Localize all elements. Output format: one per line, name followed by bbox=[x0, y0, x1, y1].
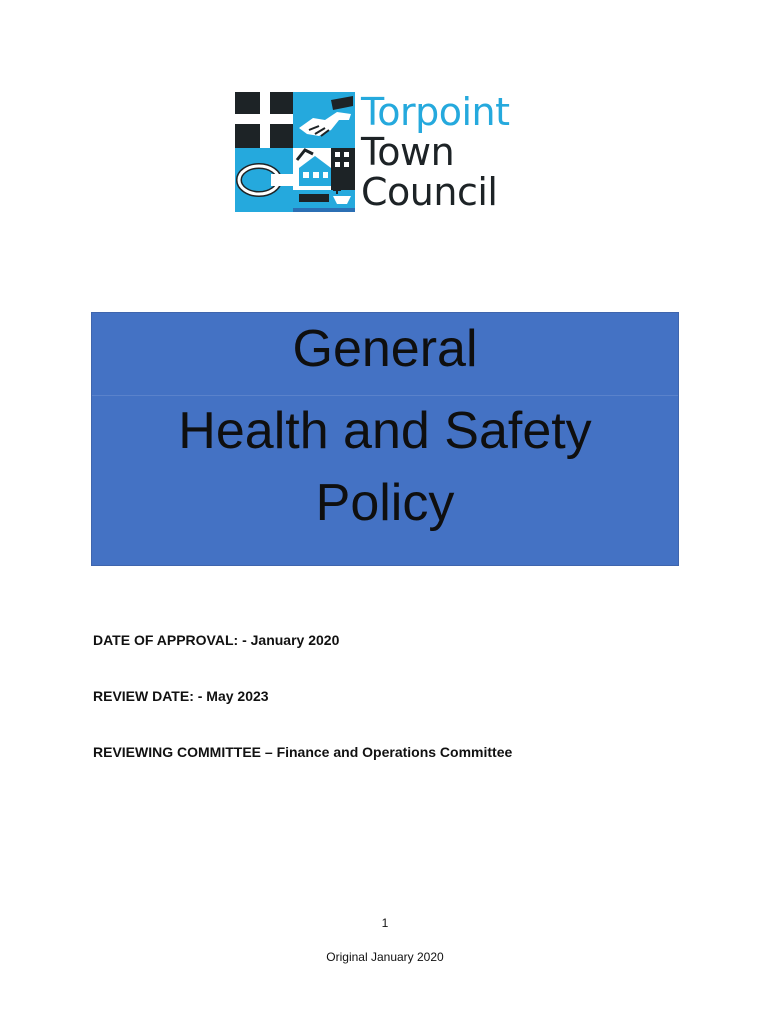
approval-date: DATE OF APPROVAL: - January 2020 bbox=[93, 632, 340, 648]
council-logo bbox=[233, 90, 538, 214]
title-line-health-safety: Health and Safety bbox=[178, 402, 592, 460]
title-line-general: General bbox=[292, 320, 478, 378]
council-crest-icon bbox=[233, 90, 355, 214]
review-date: REVIEW DATE: - May 2023 bbox=[93, 688, 269, 704]
page-number: 1 bbox=[381, 916, 389, 930]
logo-word-3: Council bbox=[361, 170, 498, 214]
logo-word-2: Town bbox=[361, 130, 455, 174]
footer-note: Original January 2020 bbox=[326, 950, 444, 964]
council-name bbox=[361, 92, 541, 214]
title-divider bbox=[92, 395, 678, 396]
logo-word-1: Torpoint bbox=[361, 90, 510, 134]
policy-title-box bbox=[91, 312, 679, 566]
reviewing-committee: REVIEWING COMMITTEE – Finance and Operations Committee bbox=[93, 744, 513, 760]
title-line-policy: Policy bbox=[315, 474, 455, 532]
